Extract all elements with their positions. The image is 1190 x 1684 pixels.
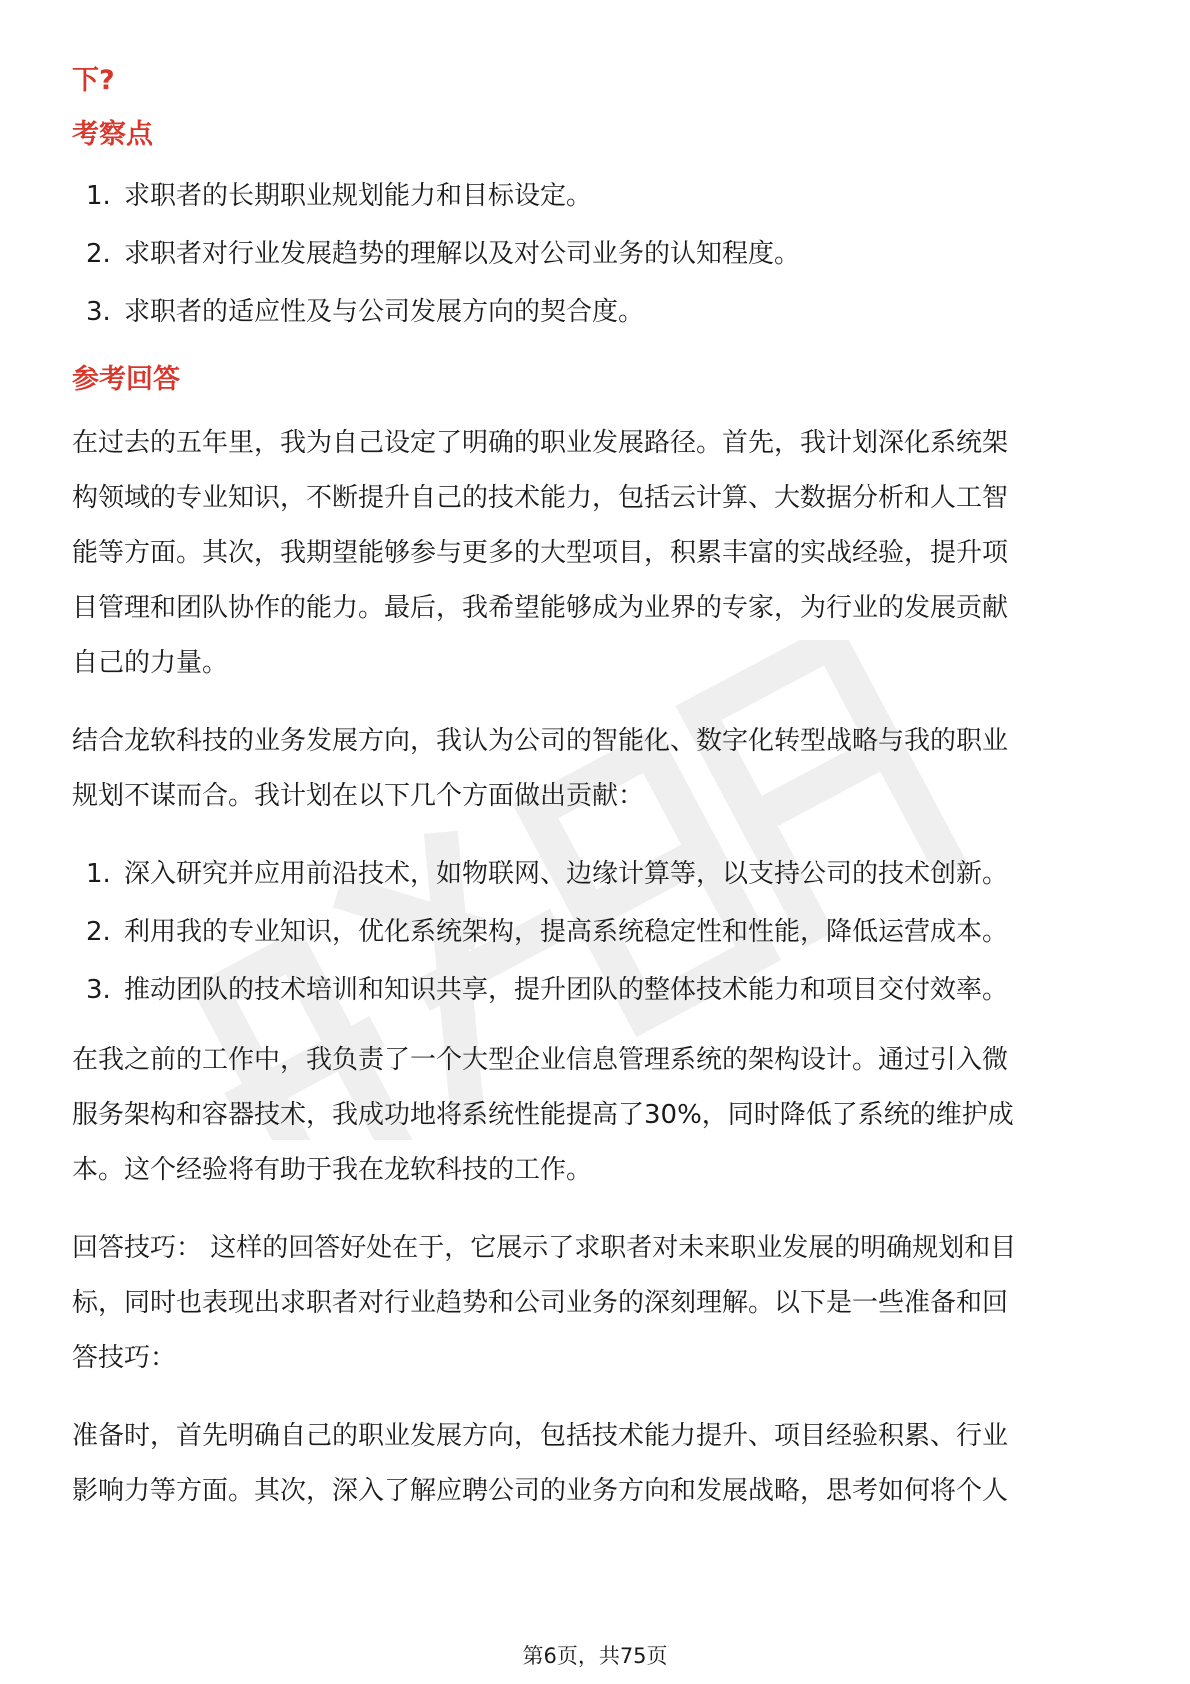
section-title-exam-points: 考察点	[72, 119, 153, 150]
list-item: 2. 利用我的专业知识，优化系统架构，提高系统稳定性和性能，降低运营成本。	[86, 917, 1009, 947]
paragraph-company-fit: 结合龙软科技的业务发展方向，我认为公司的智能化、数字化转型战略与我的职业 规划不谋而合。我计划在以下几个方面做出贡献：	[72, 726, 1009, 811]
list-item: 3. 求职者的适应性及与公司发展方向的契合度。	[86, 297, 645, 327]
list-item: 2. 求职者对行业发展趋势的理解以及对公司业务的认知程度。	[86, 239, 801, 269]
section-title-reference-answer: 参考回答	[72, 364, 180, 395]
continued-heading: 下?	[72, 65, 115, 96]
paragraph-preparation: 准备时，首先明确自己的职业发展方向，包括技术能力提升、项目经验积累、行业 影响力等方面。其次，深入了解应聘公司的业务方向和发展战略，思考如何将个人	[72, 1421, 1009, 1506]
list-item: 1. 深入研究并应用前沿技术，如物联网、边缘计算等，以支持公司的技术创新。	[86, 859, 1009, 889]
paragraph-career-plan: 在过去的五年里，我为自己设定了明确的职业发展路径。首先，我计划深化系统架 构领域的专业知识，不断提升自己的技术能力，包括云计算、大数据分析和人工智 能等方面。其次，我期望能够参与更多的大型项目，积累丰富的实战经验，提升项 目管理和团队协作的能力。最后，我希望能够成为业界的专家，为行业的发展贡献 自己的力量。	[72, 428, 1009, 678]
exam-points-list	[86, 167, 800, 341]
paragraph-answer-tips: 回答技巧： 这样的回答好处在于，它展示了求职者对未来职业发展的明确规划和目 标，同时也表现出求职者对行业趋势和公司业务的深刻理解。以下是一些准备和回 答技巧：	[72, 1233, 1017, 1373]
contribution-list	[86, 845, 1008, 1019]
list-item: 3. 推动团队的技术培训和知识共享，提升团队的整体技术能力和项目交付效率。	[86, 975, 1009, 1005]
page-footer: 第6页，共75页	[522, 1644, 668, 1668]
paragraph-experience: 在我之前的工作中，我负责了一个大型企业信息管理系统的架构设计。通过引入微 服务架构和容器技术，我成功地将系统性能提高了30%，同时降低了系统的维护成 本。这个经验将有助于我在龙软科技的工作。	[72, 1045, 1014, 1185]
list-item: 1. 求职者的长期职业规划能力和目标设定。	[86, 181, 593, 211]
